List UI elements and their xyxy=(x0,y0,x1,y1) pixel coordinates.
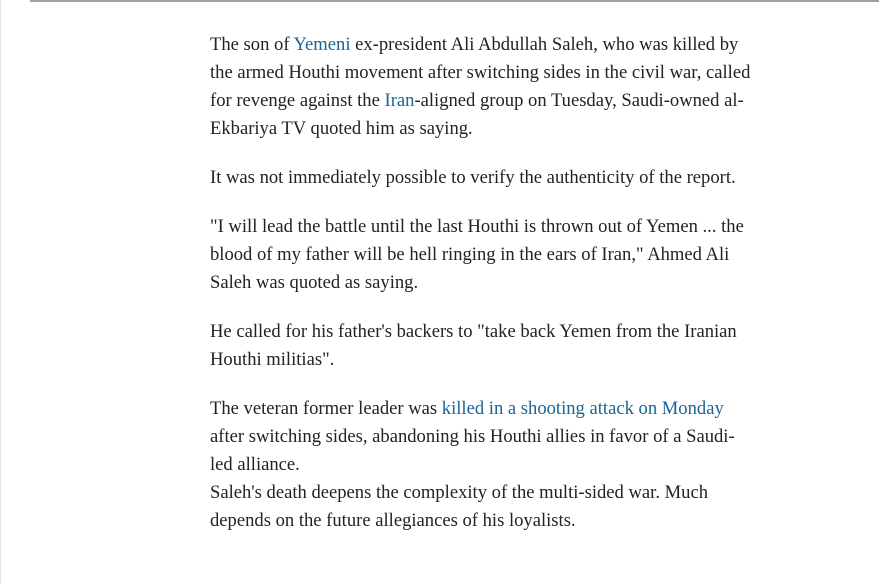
paragraph-3: "I will lead the battle until the last Houthi is thrown out of Yemen ... the blood of my father will be hell ringing in the ears of Iran," Ahmed Ali Saleh was quoted as saying. xyxy=(210,216,744,293)
paragraph-1-text-c: -aligned group on Tuesday, Saudi-owned al-Ekbariya TV quoted him as saying. xyxy=(210,90,744,139)
paragraph-5-text-a: The veteran former leader was xyxy=(210,398,442,419)
article-body xyxy=(210,31,755,535)
top-divider xyxy=(30,0,879,2)
link-iran[interactable]: Iran xyxy=(384,90,415,111)
paragraph-2: It was not immediately possible to verify the authenticity of the report. xyxy=(210,167,736,188)
paragraph-5 xyxy=(210,395,755,479)
link-yemeni[interactable]: Yemeni xyxy=(293,34,351,55)
paragraph-6: Saleh's death deepens the complexity of the multi-sided war. Much depends on the future allegiances of his loyalists. xyxy=(210,482,709,531)
link-shooting-attack[interactable]: killed in a shooting attack on Monday xyxy=(441,398,724,419)
paragraph-1-text-a: The son of xyxy=(210,34,294,55)
paragraph-5-text-b: after switching sides, abandoning his Houthi allies in favor of a Saudi-led alliance. xyxy=(210,426,735,475)
paragraph-1 xyxy=(210,31,755,143)
paragraph-1-text-b: ex-president Ali Abdullah Saleh, who was killed by the armed Houthi movement after switching sides in the civil war, called for revenge against the xyxy=(210,34,751,111)
paragraph-4: He called for his father's backers to "take back Yemen from the Iranian Houthi militias". xyxy=(210,321,737,370)
